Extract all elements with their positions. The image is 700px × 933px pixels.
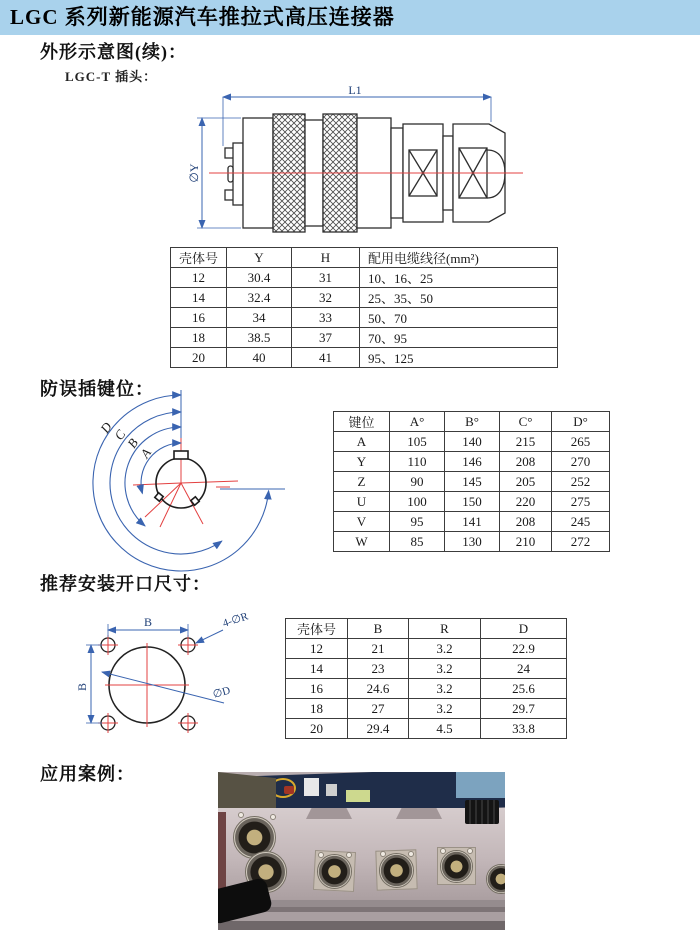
photo-screw <box>270 814 276 820</box>
photo-component <box>346 790 370 802</box>
photo-screw <box>380 851 386 857</box>
table-cell: 30.4 <box>227 268 292 288</box>
section-heading-mounting: 推荐安装开口尺寸： <box>40 574 211 594</box>
table-row <box>171 328 558 348</box>
table-cell: 50、70 <box>360 308 558 328</box>
table-cell: 275 <box>552 492 610 512</box>
table-cell: Z <box>334 472 390 492</box>
table-row <box>334 492 610 512</box>
dim-label-b-top: B <box>143 615 153 629</box>
photo-connector <box>440 850 473 883</box>
table-cell: 20 <box>171 348 227 368</box>
table-cell: 95 <box>390 512 445 532</box>
photo-screw <box>318 852 324 858</box>
table-row <box>286 639 567 659</box>
column-header: 配用电缆线径(mm²) <box>360 248 558 268</box>
table-cell: 272 <box>552 532 610 552</box>
table-cell: 32.4 <box>227 288 292 308</box>
table-cell: 41 <box>292 348 360 368</box>
dim-label-b-left: B <box>75 682 89 692</box>
photo-rail <box>218 912 505 921</box>
table-cell: 150 <box>445 492 500 512</box>
table-cell: 105 <box>390 432 445 452</box>
table-cell: 3.2 <box>409 679 481 699</box>
dim-label-l1: L1 <box>348 83 362 97</box>
photo-screw <box>408 851 414 857</box>
table-cell: 90 <box>390 472 445 492</box>
table-cell: 4.5 <box>409 719 481 739</box>
arc-label-b: B <box>124 435 142 451</box>
photo-screw <box>440 848 446 854</box>
table-cell: Y <box>334 452 390 472</box>
table-cell: 70、95 <box>360 328 558 348</box>
table-header-row <box>334 412 610 432</box>
table-cell: 14 <box>286 659 348 679</box>
column-header: B° <box>445 412 500 432</box>
column-header: C° <box>500 412 552 432</box>
column-header: 壳体号 <box>171 248 227 268</box>
arc-label-c: C <box>111 427 129 443</box>
photo-rail <box>218 921 505 930</box>
table-cell: 24 <box>481 659 567 679</box>
table-cell: 252 <box>552 472 610 492</box>
table-cell: 37 <box>292 328 360 348</box>
table-cell: 210 <box>500 532 552 552</box>
key-cross-section <box>155 451 206 508</box>
table-row <box>334 432 610 452</box>
leader-line-r <box>196 630 223 643</box>
table-row <box>334 472 610 492</box>
table-cell: 220 <box>500 492 552 512</box>
connector-drawing <box>187 83 525 234</box>
table-cell: 85 <box>390 532 445 552</box>
table-cell: 10、16、25 <box>360 268 558 288</box>
table-cell: 110 <box>390 452 445 472</box>
shell-table <box>170 247 558 368</box>
photo-screw <box>467 848 473 854</box>
application-photo <box>218 772 505 930</box>
column-header: D° <box>552 412 610 432</box>
table-cell: 3.2 <box>409 659 481 679</box>
column-header: R <box>409 619 481 639</box>
table-row <box>171 288 558 308</box>
table-cell: 208 <box>500 452 552 472</box>
keying-diagram <box>70 386 320 572</box>
table-cell: 130 <box>445 532 500 552</box>
column-header: Y <box>227 248 292 268</box>
table-cell: 146 <box>445 452 500 472</box>
table-cell: 215 <box>500 432 552 452</box>
mount-table <box>285 618 567 739</box>
table-cell: 12 <box>171 268 227 288</box>
column-header: B <box>348 619 409 639</box>
table-cell: 18 <box>171 328 227 348</box>
photo-screw <box>238 812 244 818</box>
section-heading-keying: 防误插键位： <box>40 379 154 399</box>
dim-label-r: 4-∅R <box>221 610 250 630</box>
dim-label-phi-y: ∅Y <box>187 163 201 183</box>
table-cell: 12 <box>286 639 348 659</box>
table-cell: 140 <box>445 432 500 452</box>
table-cell: 27 <box>348 699 409 719</box>
photo-component <box>304 778 319 796</box>
leader-line-d <box>102 672 224 703</box>
table-cell: 14 <box>171 288 227 308</box>
table-cell: 16 <box>286 679 348 699</box>
table-cell: 208 <box>500 512 552 532</box>
title-bar <box>0 0 700 35</box>
photo-edge <box>218 812 226 896</box>
table-cell: 95、125 <box>360 348 558 368</box>
table-cell: 205 <box>500 472 552 492</box>
column-header: A° <box>390 412 445 432</box>
photo-wire <box>284 786 294 794</box>
table-cell: 33.8 <box>481 719 567 739</box>
table-cell: 22.9 <box>481 639 567 659</box>
photo-panel-notch <box>306 808 352 819</box>
table-header-row <box>171 248 558 268</box>
table-cell: 245 <box>552 512 610 532</box>
table-cell: 25、35、50 <box>360 288 558 308</box>
key-table <box>333 411 610 552</box>
column-header: 键位 <box>334 412 390 432</box>
photo-connector <box>379 853 414 888</box>
column-header: 壳体号 <box>286 619 348 639</box>
section-heading-application: 应用案例： <box>40 764 135 784</box>
arc-label-d: D <box>97 419 115 436</box>
column-header: D <box>481 619 567 639</box>
mounting-diagram <box>75 602 293 757</box>
crosshair <box>105 643 189 727</box>
table-cell: 40 <box>227 348 292 368</box>
photo-black-connector <box>465 800 499 824</box>
photo-screw <box>346 852 352 858</box>
table-cell: 21 <box>348 639 409 659</box>
photo-background <box>456 772 505 798</box>
table-row <box>286 719 567 739</box>
table-cell: 25.6 <box>481 679 567 699</box>
table-row <box>171 348 558 368</box>
table-cell: A <box>334 432 390 452</box>
table-row <box>286 679 567 699</box>
table-cell: 16 <box>171 308 227 328</box>
plug-label: LGC-T 插头： <box>65 69 158 84</box>
table-row <box>286 659 567 679</box>
table-cell: 24.6 <box>348 679 409 699</box>
table-cell: 18 <box>286 699 348 719</box>
table-cell: 270 <box>552 452 610 472</box>
table-cell: U <box>334 492 390 512</box>
table-cell: 33 <box>292 308 360 328</box>
table-cell: 265 <box>552 432 610 452</box>
table-cell: 3.2 <box>409 699 481 719</box>
photo-connector <box>317 854 352 889</box>
table-row <box>171 268 558 288</box>
arc-label-a: A <box>137 445 155 461</box>
dim-label-d: ∅D <box>211 684 232 701</box>
table-cell: 3.2 <box>409 639 481 659</box>
table-cell: 29.7 <box>481 699 567 719</box>
table-cell: 34 <box>227 308 292 328</box>
table-cell: 38.5 <box>227 328 292 348</box>
photo-panel-notch <box>396 808 442 819</box>
table-row <box>334 512 610 532</box>
table-cell: 100 <box>390 492 445 512</box>
page-title: LGC 系列新能源汽车推拉式高压连接器 <box>10 5 395 29</box>
table-cell: V <box>334 512 390 532</box>
table-cell: 23 <box>348 659 409 679</box>
table-row <box>334 452 610 472</box>
column-header: H <box>292 248 360 268</box>
table-row <box>334 532 610 552</box>
table-cell: 20 <box>286 719 348 739</box>
table-cell: 31 <box>292 268 360 288</box>
table-cell: 29.4 <box>348 719 409 739</box>
table-cell: 32 <box>292 288 360 308</box>
table-header-row <box>286 619 567 639</box>
section-heading-outline: 外形示意图(续)： <box>40 42 187 62</box>
table-cell: W <box>334 532 390 552</box>
photo-component <box>326 784 337 796</box>
table-row <box>286 699 567 719</box>
table-row <box>171 308 558 328</box>
table-cell: 145 <box>445 472 500 492</box>
table-cell: 141 <box>445 512 500 532</box>
